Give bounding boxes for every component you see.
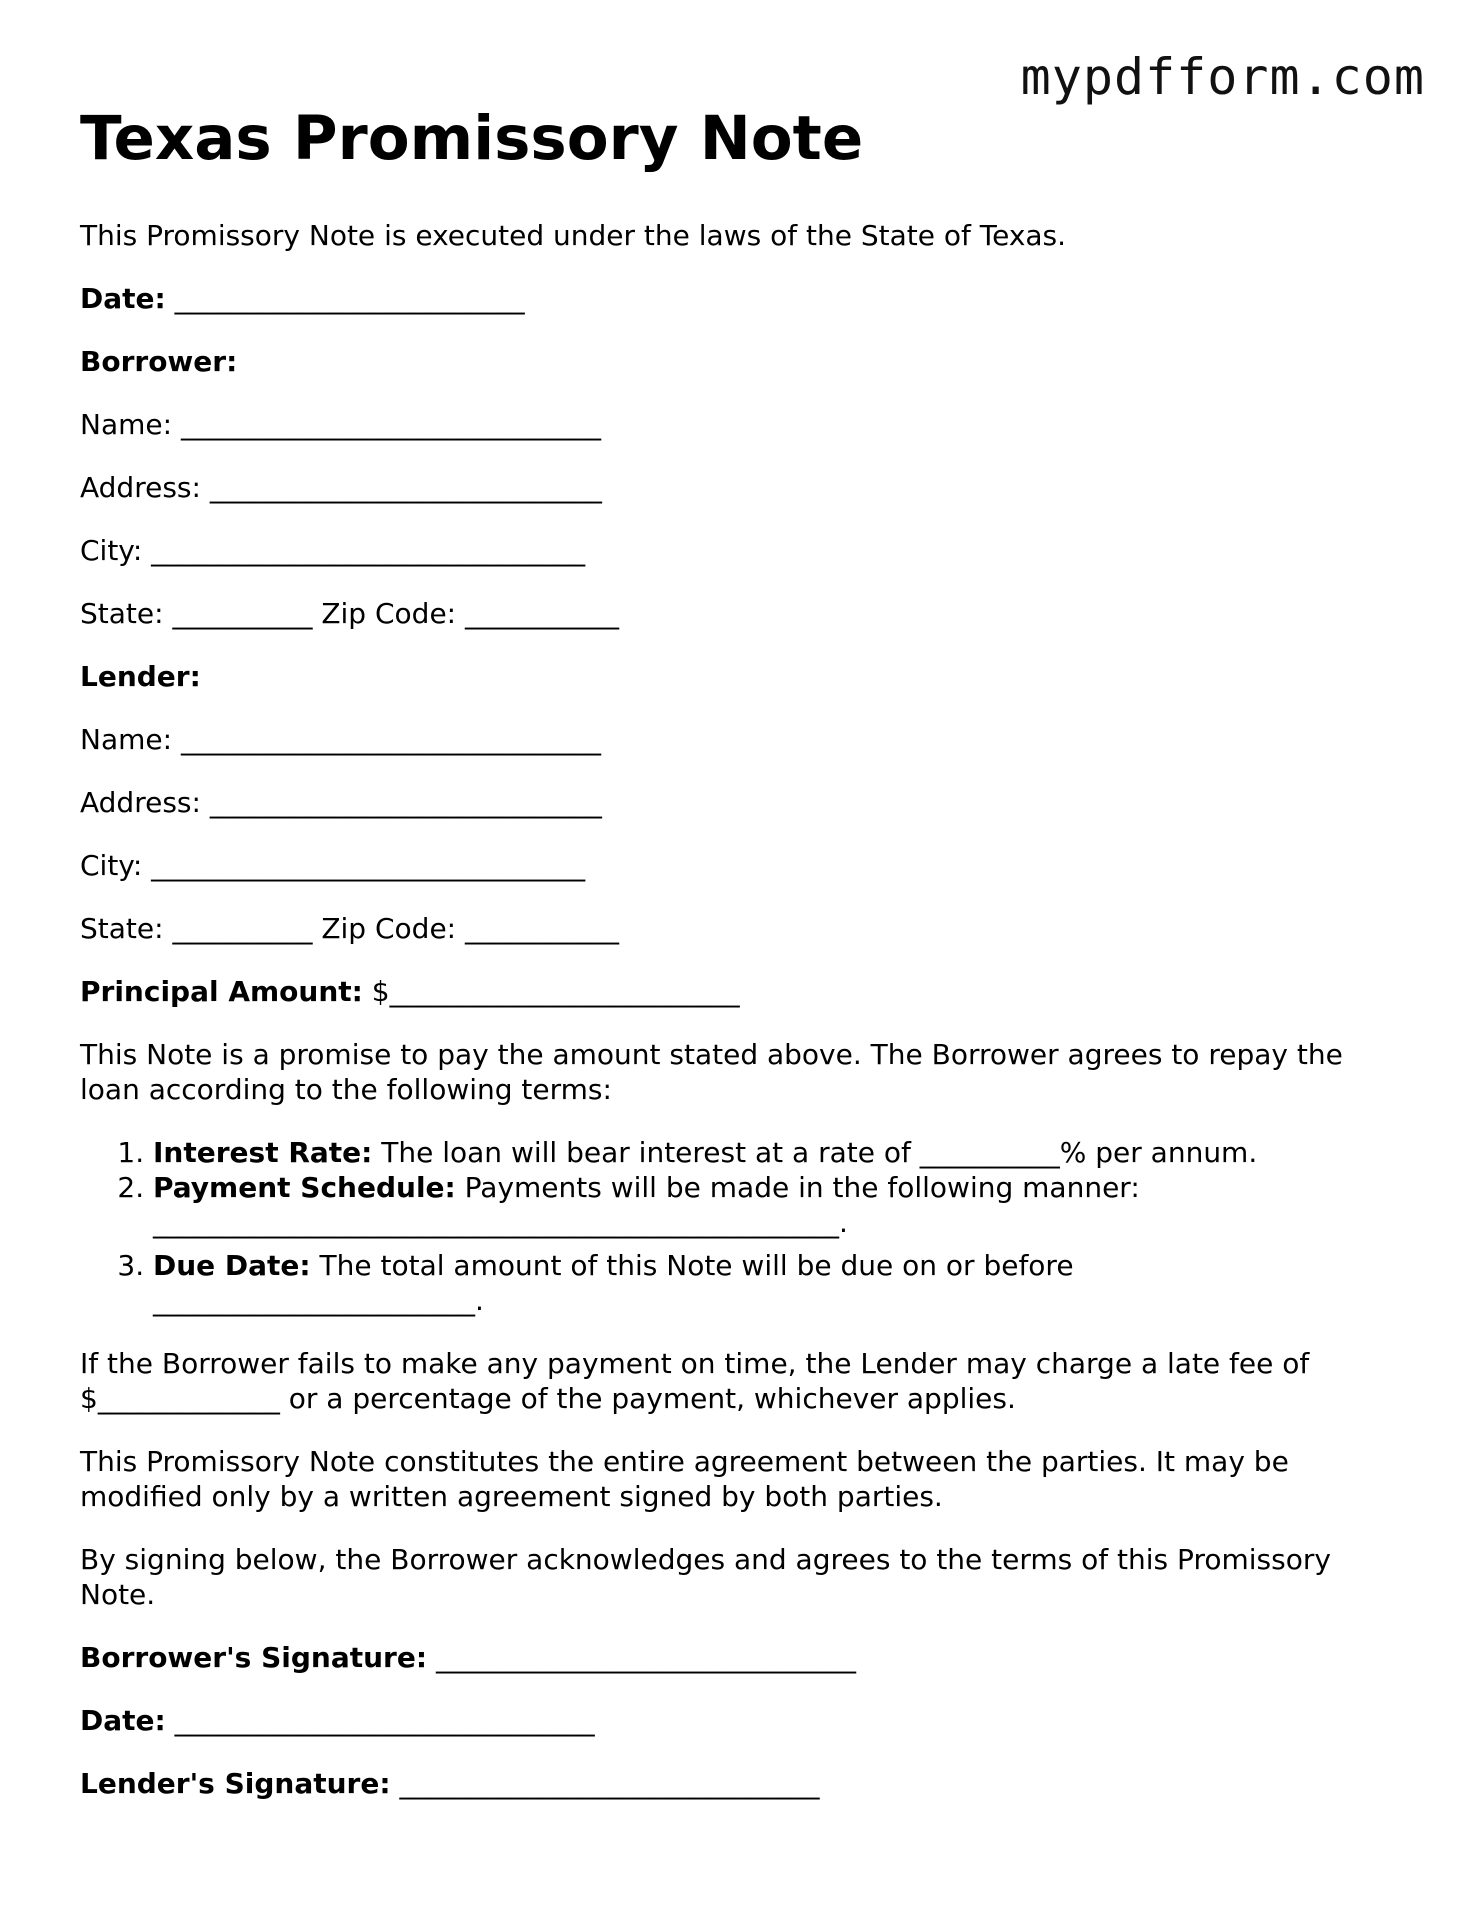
promise-text: This Note is a promise to pay the amount stated above. The Borrower agrees to repay the loan according to the following terms: (80, 1038, 1343, 1106)
principal-label: Principal Amount: (80, 975, 363, 1008)
borrower-city-field[interactable]: City: _______________________________ (80, 534, 586, 567)
lender-signature-field (80, 1766, 1400, 1801)
late-fee-text: If the Borrower fails to make any payment on time, the Lender may charge a late fee of $_____________ or a percentage of the payment, whichever applies. (80, 1347, 1310, 1415)
term-due-date (153, 1248, 1400, 1318)
signature-date-blank[interactable]: ______________________________ (174, 1704, 595, 1737)
lender-signature-blank[interactable]: ______________________________ (399, 1767, 820, 1800)
acknowledge-text: By signing below, the Borrower acknowledges and agrees to the terms of this Promissory Note. (80, 1543, 1331, 1611)
term-label: Due Date: (153, 1249, 311, 1282)
term-label: Interest Rate: (153, 1136, 373, 1169)
intro-text: This Promissory Note is executed under the laws of the State of Texas. (80, 219, 1067, 252)
term-interest-rate (153, 1135, 1400, 1170)
borrower-signature-blank[interactable]: ______________________________ (435, 1641, 856, 1674)
lender-heading: Lender: (80, 660, 201, 693)
document-page (80, 100, 1400, 1829)
entire-agreement-text: This Promissory Note constitutes the entire agreement between the parties. It may be modified only by a written agreement signed by both parties. (80, 1445, 1289, 1513)
date-label: Date: (80, 282, 166, 315)
lender-name-field[interactable]: Name: ______________________________ (80, 723, 601, 756)
lender-city-field[interactable]: City: _______________________________ (80, 849, 586, 882)
term-text[interactable]: The total amount of this Note will be due on or before _______________________. (153, 1249, 1074, 1317)
date-blank[interactable]: _________________________ (174, 282, 525, 315)
principal-blank[interactable]: $_________________________ (371, 975, 740, 1008)
signature-date-field (80, 1703, 1400, 1738)
borrower-address-field[interactable]: Address: ____________________________ (80, 471, 602, 504)
lender-address-field[interactable]: Address: ____________________________ (80, 786, 602, 819)
signature-date-label: Date: (80, 1704, 166, 1737)
date-field (80, 281, 1400, 316)
borrower-state-zip-field[interactable]: State: __________ Zip Code: ___________ (80, 597, 619, 630)
borrower-signature-field (80, 1640, 1400, 1675)
terms-list (80, 1135, 1400, 1318)
principal-amount-field (80, 974, 1400, 1009)
lender-signature-label: Lender's Signature: (80, 1767, 391, 1800)
borrower-signature-label: Borrower's Signature: (80, 1641, 428, 1674)
term-payment-schedule (153, 1170, 1400, 1240)
term-text[interactable]: Payments will be made in the following manner: _________________________________________________. (153, 1171, 1140, 1239)
borrower-heading: Borrower: (80, 345, 238, 378)
term-text[interactable]: The loan will bear interest at a rate of __________% per annum. (381, 1136, 1258, 1169)
lender-state-zip-field[interactable]: State: __________ Zip Code: ___________ (80, 912, 619, 945)
page-title: Texas Promissory Note (80, 103, 864, 174)
borrower-name-field[interactable]: Name: ______________________________ (80, 408, 601, 441)
term-label: Payment Schedule: (153, 1171, 456, 1204)
site-watermark: mypdfform.com (1020, 48, 1425, 106)
